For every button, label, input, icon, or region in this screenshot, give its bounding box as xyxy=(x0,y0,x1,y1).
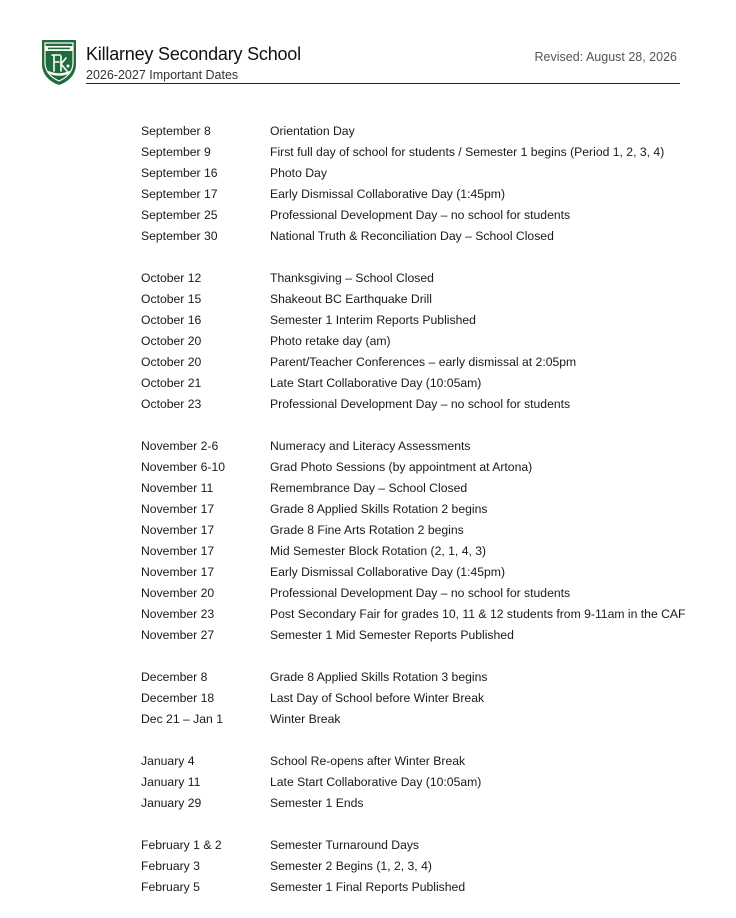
date-row xyxy=(141,666,701,687)
entry-event: Semester 1 Mid Semester Reports Published xyxy=(270,627,514,642)
important-dates-list xyxy=(141,120,701,918)
date-row xyxy=(141,750,701,771)
date-row xyxy=(141,540,701,561)
entry-date: September 8 xyxy=(141,123,211,138)
entry-event: Shakeout BC Earthquake Drill xyxy=(270,291,432,306)
entry-date: November 11 xyxy=(141,480,214,495)
entry-event: First full day of school for students / Semester 1 begins (Period 1, 2, 3, 4) xyxy=(270,144,665,159)
date-row xyxy=(141,183,701,204)
entry-date: October 15 xyxy=(141,291,202,306)
entry-date: September 25 xyxy=(141,207,218,222)
entry-event: National Truth & Reconciliation Day – School Closed xyxy=(270,228,554,243)
school-crest-icon xyxy=(40,38,78,86)
entry-date: October 20 xyxy=(141,354,202,369)
entry-date: November 6-10 xyxy=(141,459,225,474)
date-row xyxy=(141,162,701,183)
entry-date: October 12 xyxy=(141,270,202,285)
entry-date: September 16 xyxy=(141,165,218,180)
date-row xyxy=(141,477,701,498)
entry-event: Professional Development Day – no school for students xyxy=(270,396,571,411)
document-subtitle: 2026-2027 Important Dates xyxy=(86,68,239,82)
date-row xyxy=(141,372,701,393)
entry-event: Last Day of School before Winter Break xyxy=(270,690,485,705)
date-row xyxy=(141,792,701,813)
date-group xyxy=(141,750,701,813)
date-row xyxy=(141,687,701,708)
date-row xyxy=(141,435,701,456)
date-row xyxy=(141,267,701,288)
entry-date: November 23 xyxy=(141,606,215,621)
entry-event: Semester 2 Begins (1, 2, 3, 4) xyxy=(270,858,432,873)
entry-date: November 2-6 xyxy=(141,438,219,453)
entry-date: February 5 xyxy=(141,879,200,894)
entry-date: September 17 xyxy=(141,186,218,201)
entry-event: Professional Development Day – no school for students xyxy=(270,585,571,600)
entry-event: Orientation Day xyxy=(270,123,355,138)
date-row xyxy=(141,519,701,540)
document-header xyxy=(0,0,736,90)
date-row xyxy=(141,855,701,876)
date-row xyxy=(141,141,701,162)
date-row xyxy=(141,309,701,330)
date-row xyxy=(141,288,701,309)
entry-event: Parent/Teacher Conferences – early dismissal at 2:05pm xyxy=(270,354,577,369)
date-group xyxy=(141,267,701,414)
date-row xyxy=(141,393,701,414)
entry-event: Grade 8 Fine Arts Rotation 2 begins xyxy=(270,522,464,537)
date-row xyxy=(141,771,701,792)
school-name: Killarney Secondary School xyxy=(86,44,301,64)
entry-event: Grad Photo Sessions (by appointment at Artona) xyxy=(270,459,533,474)
entry-date: November 20 xyxy=(141,585,215,600)
entry-event: Winter Break xyxy=(270,711,341,726)
entry-event: Photo retake day (am) xyxy=(270,333,391,348)
entry-date: October 23 xyxy=(141,396,202,411)
entry-date: January 4 xyxy=(141,753,195,768)
date-row xyxy=(141,225,701,246)
entry-event: Late Start Collaborative Day (10:05am) xyxy=(270,375,482,390)
entry-date: Dec 21 – Jan 1 xyxy=(141,711,223,726)
entry-event: Numeracy and Literacy Assessments xyxy=(270,438,471,453)
entry-event: Early Dismissal Collaborative Day (1:45pm) xyxy=(270,186,506,201)
entry-date: October 20 xyxy=(141,333,202,348)
entry-date: December 18 xyxy=(141,690,215,705)
entry-event: Semester 1 Ends xyxy=(270,795,364,810)
date-row xyxy=(141,624,701,645)
date-row xyxy=(141,204,701,225)
date-group xyxy=(141,120,701,246)
entry-event: Semester 1 Final Reports Published xyxy=(270,879,466,894)
date-group xyxy=(141,435,701,645)
entry-date: February 3 xyxy=(141,858,200,873)
date-row xyxy=(141,120,701,141)
entry-date: November 17 xyxy=(141,543,215,558)
entry-date: November 17 xyxy=(141,564,215,579)
entry-event: Early Dismissal Collaborative Day (1:45pm) xyxy=(270,564,506,579)
entry-event: Late Start Collaborative Day (10:05am) xyxy=(270,774,482,789)
date-row xyxy=(141,456,701,477)
entry-date: November 17 xyxy=(141,501,215,516)
entry-event: Remembrance Day – School Closed xyxy=(270,480,468,495)
date-row xyxy=(141,708,701,729)
header-divider xyxy=(86,83,680,84)
entry-event: Semester 1 Interim Reports Published xyxy=(270,312,476,327)
entry-event: School Re-opens after Winter Break xyxy=(270,753,466,768)
entry-event: Professional Development Day – no school for students xyxy=(270,207,571,222)
entry-event: Semester Turnaround Days xyxy=(270,837,420,852)
date-row xyxy=(141,561,701,582)
date-row xyxy=(141,603,701,624)
entry-date: January 11 xyxy=(141,774,201,789)
entry-date: December 8 xyxy=(141,669,208,684)
entry-date: October 21 xyxy=(141,375,202,390)
date-group xyxy=(141,834,701,897)
date-row xyxy=(141,351,701,372)
date-row xyxy=(141,330,701,351)
entry-event: Thanksgiving – School Closed xyxy=(270,270,434,285)
entry-date: September 30 xyxy=(141,228,218,243)
entry-event: Grade 8 Applied Skills Rotation 3 begins xyxy=(270,669,488,684)
revised-date: Revised: August 28, 2026 xyxy=(534,50,677,64)
entry-date: January 29 xyxy=(141,795,202,810)
entry-event: Photo Day xyxy=(270,165,327,180)
date-row xyxy=(141,876,701,897)
entry-event: Mid Semester Block Rotation (2, 1, 4, 3) xyxy=(270,543,487,558)
date-row xyxy=(141,582,701,603)
date-group xyxy=(141,666,701,729)
date-row xyxy=(141,498,701,519)
date-row xyxy=(141,834,701,855)
entry-date: November 17 xyxy=(141,522,215,537)
entry-date: October 16 xyxy=(141,312,202,327)
entry-event: Post Secondary Fair for grades 10, 11 & 12 students from 9-11am in the CAF xyxy=(270,606,686,621)
entry-date: February 1 & 2 xyxy=(141,837,222,852)
entry-date: September 9 xyxy=(141,144,211,159)
entry-date: November 27 xyxy=(141,627,215,642)
entry-event: Grade 8 Applied Skills Rotation 2 begins xyxy=(270,501,488,516)
